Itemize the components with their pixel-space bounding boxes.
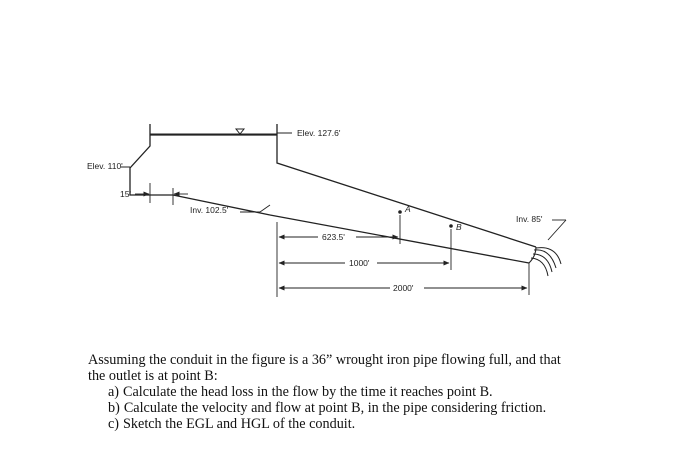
- part-text: Calculate the velocity and flow at point B, in the pipe considering friction.: [123, 400, 547, 416]
- inlet-invert-label: Inv. 102.5': [190, 205, 229, 215]
- point-b-dot: [449, 224, 453, 228]
- dim-623-label: 623.5': [322, 232, 345, 242]
- part-label: b): [108, 400, 120, 416]
- bottom-elevation-label: Elev. 110': [87, 161, 123, 171]
- dim-1000-label: 1000': [349, 258, 370, 268]
- point-a-label: A: [405, 204, 411, 214]
- water-level: [150, 129, 277, 134]
- part-label: a): [108, 384, 120, 400]
- reservoir-outline: [130, 124, 270, 215]
- point-b-label: B: [456, 222, 462, 232]
- problem-part-a: [108, 384, 688, 400]
- problem-part-b: [108, 400, 688, 416]
- problem-intro-line-2: the outlet is at point B:: [88, 368, 218, 384]
- part-text: Calculate the head loss in the flow by the time it reaches point B.: [123, 384, 493, 400]
- reservoir: [130, 124, 536, 247]
- problem-parts-list: [88, 384, 688, 432]
- problem-intro-line-1: Assuming the conduit in the figure is a 36” wrought iron pipe flowing full, and that: [88, 352, 561, 368]
- reservoir-elevation-label: Elev. 127.6': [297, 128, 341, 138]
- reservoir-right-wall: [277, 124, 536, 247]
- part-label: c): [108, 416, 120, 432]
- dim-2000-label: 2000': [393, 283, 414, 293]
- outlet-invert-label: Inv. 85': [516, 214, 543, 224]
- water-surface-triangle: [236, 129, 244, 134]
- setback-label: 15': [120, 189, 132, 199]
- part-text: Sketch the EGL and HGL of the conduit.: [123, 416, 356, 432]
- pipe-bottom-wall: [270, 215, 529, 263]
- point-a-dot: [398, 210, 402, 214]
- problem-statement: [88, 352, 688, 432]
- problem-part-c: [108, 416, 688, 432]
